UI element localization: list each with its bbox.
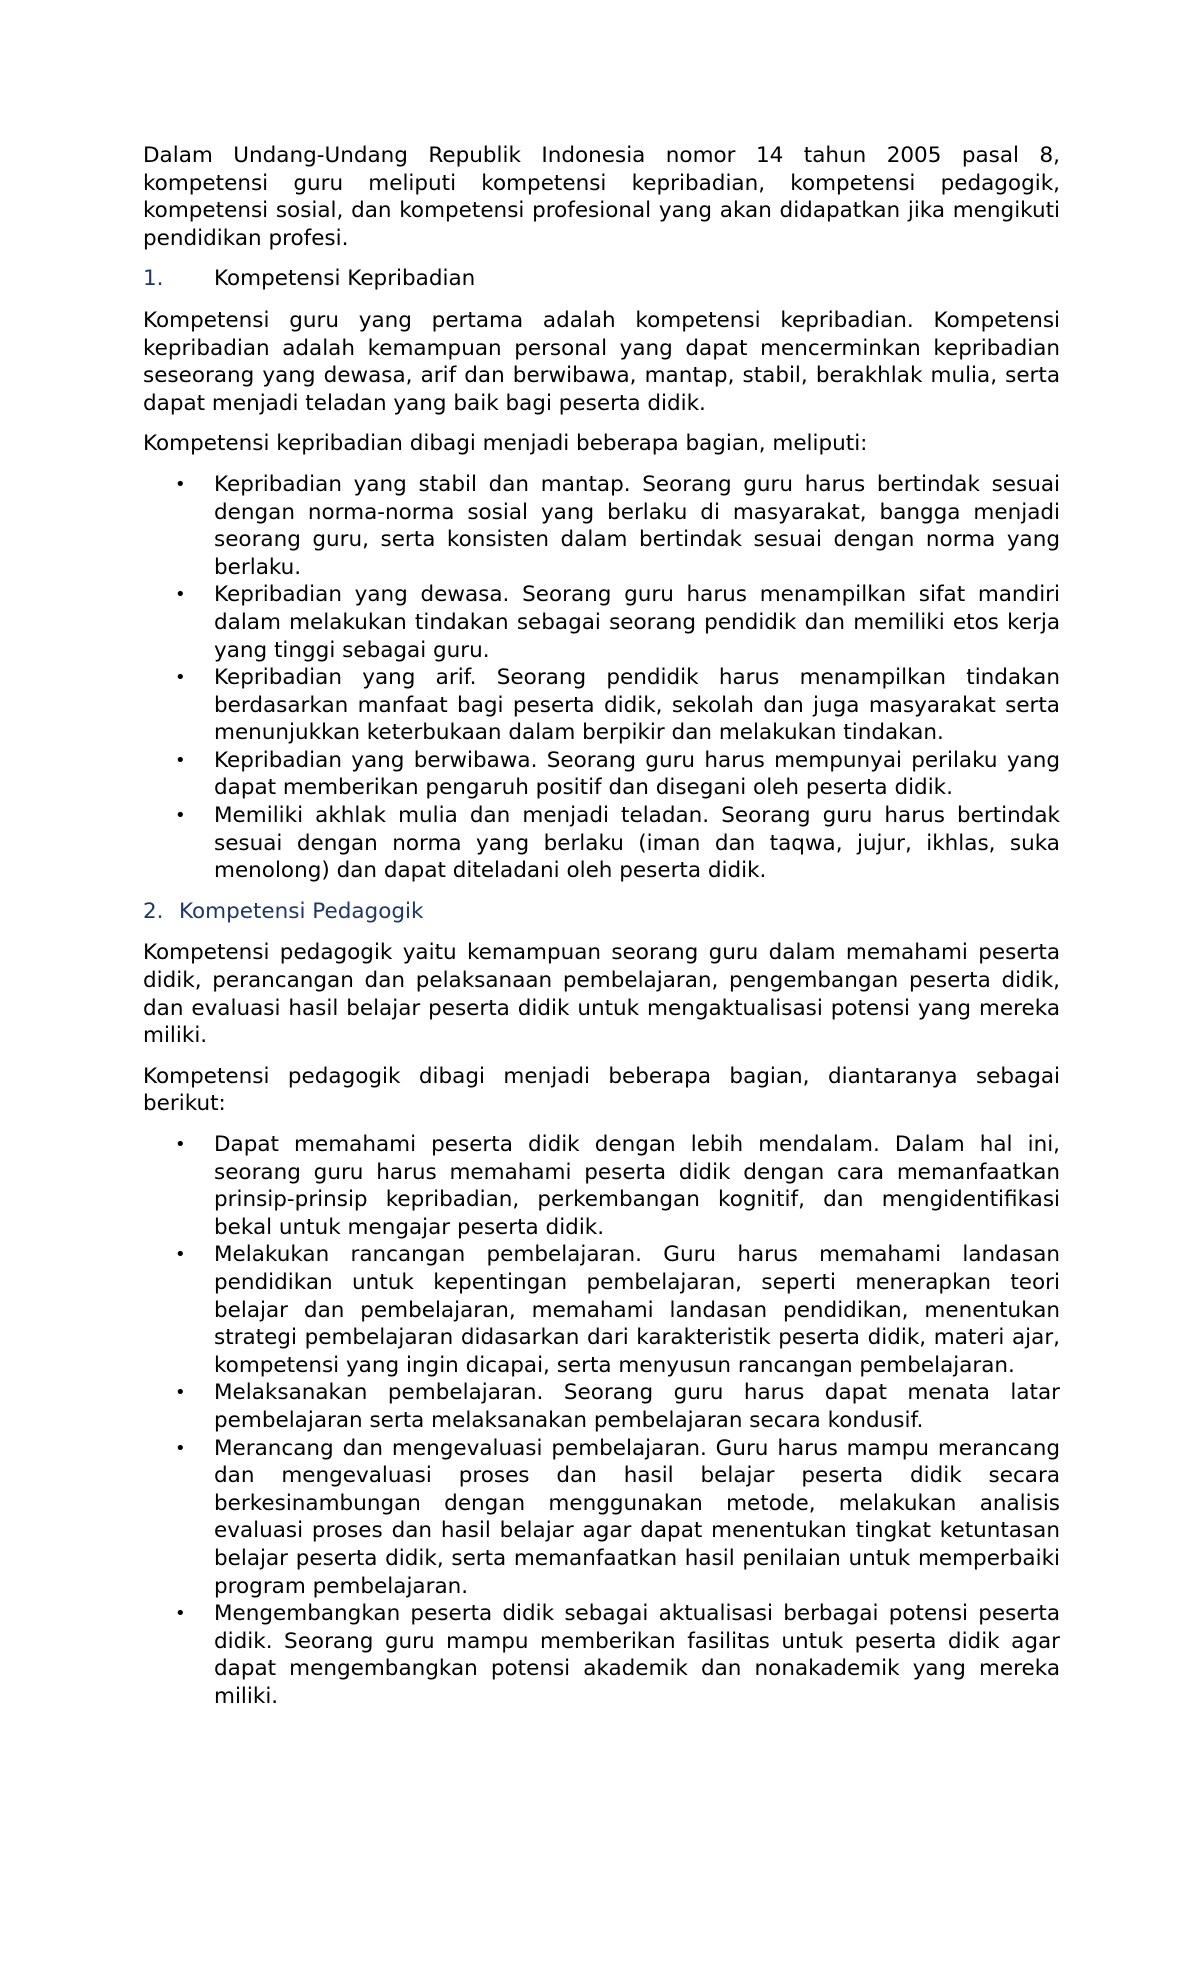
bullet-icon: • xyxy=(175,1382,186,1404)
section-title: Kompetensi Kepribadian xyxy=(214,266,476,292)
list-item xyxy=(143,1131,1060,1241)
list-item-text: Kepribadian yang berwibawa. Seorang guru harus mempunyai perilaku yang dapat memberikan pengaruh positif dan disegani oleh peserta didik. xyxy=(214,747,1060,801)
bullet-icon: • xyxy=(175,584,186,606)
bullet-icon: • xyxy=(175,667,186,689)
bullet-icon: • xyxy=(175,1437,186,1459)
list-item-text: Dapat memahami peserta didik dengan lebih mendalam. Dalam hal ini, seorang guru harus memahami peserta didik dengan cara memanfaatkan prinsip-prinsip kepribadian, perkembangan kognitif, dan mengidentifikasi bekal untuk mengajar peserta didik. xyxy=(214,1132,1060,1240)
kepribadian-definition-paragraph: Kompetensi guru yang pertama adalah kompetensi kepribadian. Kompetensi kepribadian adalah kemampuan personal yang dapat mencerminkan kepribadian seseorang yang dewasa, arif dan berwibawa, mantap, stabil, berakhlak mulia, serta dapat menjadi teladan yang baik bagi peserta didik. xyxy=(143,307,1060,416)
pedagogik-definition-paragraph: Kompetensi pedagogik yaitu kemampuan seorang guru dalam memahami peserta didik, perancangan dan pelaksanaan pembelajaran, pengembangan peserta didik, dan evaluasi hasil belajar peserta didik untuk mengaktualisasi potensi yang mereka miliki. xyxy=(143,940,1060,1049)
pedagogik-list-intro: Kompetensi pedagogik dibagi menjadi beberapa bagian, diantaranya sebagai berikut: xyxy=(143,1063,1060,1117)
section-number: 1. xyxy=(143,266,164,292)
list-item xyxy=(143,747,1060,802)
list-item xyxy=(143,1435,1060,1601)
list-item xyxy=(143,802,1060,885)
list-item-text: Kepribadian yang dewasa. Seorang guru harus menampilkan sifat mandiri dalam melakukan tindakan sebagai seorang pendidik dan memiliki etos kerja yang tinggi sebagai guru. xyxy=(214,582,1060,663)
list-item xyxy=(143,1241,1060,1379)
list-item-text: Mengembangkan peserta didik sebagai aktualisasi berbagai potensi peserta didik. Seorang guru mampu memberikan fasilitas untuk peserta didik agar dapat mengembangkan potensi akademik dan nonakademik yang mereka miliki. xyxy=(214,1601,1060,1709)
kepribadian-list-intro: Kompetensi kepribadian dibagi menjadi beberapa bagian, meliputi: xyxy=(143,431,868,457)
bullet-icon: • xyxy=(175,749,186,771)
intro-paragraph: Dalam Undang-Undang Republik Indonesia nomor 14 tahun 2005 pasal 8, kompetensi guru meliputi kompetensi kepribadian, kompetensi pedagogik, kompetensi sosial, dan kompetensi profesional yang akan didapatkan jika mengikuti pendidikan profesi. xyxy=(143,143,1060,251)
section-heading-kepribadian xyxy=(143,265,1060,293)
bullet-icon: • xyxy=(175,1244,186,1266)
list-item-text: Kepribadian yang arif. Seorang pendidik harus menampilkan tindakan berdasarkan manfaat bagi peserta didik, sekolah dan juga masyarakat serta menunjukkan keterbukaan dalam berpikir dan melakukan tindakan. xyxy=(214,665,1060,746)
bullet-icon: • xyxy=(175,805,186,827)
section-number: 2. xyxy=(143,898,164,924)
list-item xyxy=(143,1379,1060,1434)
section-title: Kompetensi Pedagogik xyxy=(179,898,424,924)
list-item xyxy=(143,581,1060,664)
list-item-text: Melaksanakan pembelajaran. Seorang guru harus dapat menata latar pembelajaran serta melaksanakan pembelajaran secara kondusif. xyxy=(214,1380,1060,1433)
list-item-text: Merancang dan mengevaluasi pembelajaran. Guru harus mampu merancang dan mengevaluasi proses dan hasil belajar peserta didik secara berkesinambungan dengan menggunakan metode, melakukan analisis evaluasi proses dan hasil belajar agar dapat menentukan tingkat ketuntasan belajar peserta didik, serta memanfaatkan hasil penilaian untuk memperbaiki program pembelajaran. xyxy=(214,1435,1060,1599)
pedagogik-bullet-list xyxy=(143,1131,1060,1710)
list-item-text: Melakukan rancangan pembelajaran. Guru harus memahami landasan pendidikan untuk kepentingan pembelajaran, seperti menerapkan teori belajar dan pembelajaran, memahami landasan pendidikan, menentukan strategi pembelajaran didasarkan dari karakteristik peserta didik, materi ajar, kompetensi yang ingin dicapai, serta menyusun rancangan pembelajaran. xyxy=(214,1242,1060,1378)
bullet-icon: • xyxy=(175,473,186,495)
bullet-icon: • xyxy=(175,1134,186,1155)
bullet-icon: • xyxy=(175,1603,186,1625)
kepribadian-bullet-list xyxy=(143,471,1060,885)
section-heading-pedagogik xyxy=(143,898,1060,926)
list-item xyxy=(143,1600,1060,1710)
list-item xyxy=(143,664,1060,747)
document-page xyxy=(143,142,1060,1723)
list-item xyxy=(143,471,1060,581)
list-item-text: Kepribadian yang stabil dan mantap. Seorang guru harus bertindak sesuai dengan norma-norma sosial yang berlaku di masyarakat, bangga menjadi seorang guru, serta konsisten dalam bertindak sesuai dengan norma yang berlaku. xyxy=(214,471,1060,580)
list-item-text: Memiliki akhlak mulia dan menjadi teladan. Seorang guru harus bertindak sesuai dengan norma yang berlaku (iman dan taqwa, jujur, ikhlas, suka menolong) dan dapat diteladani oleh peserta didik. xyxy=(214,803,1060,884)
